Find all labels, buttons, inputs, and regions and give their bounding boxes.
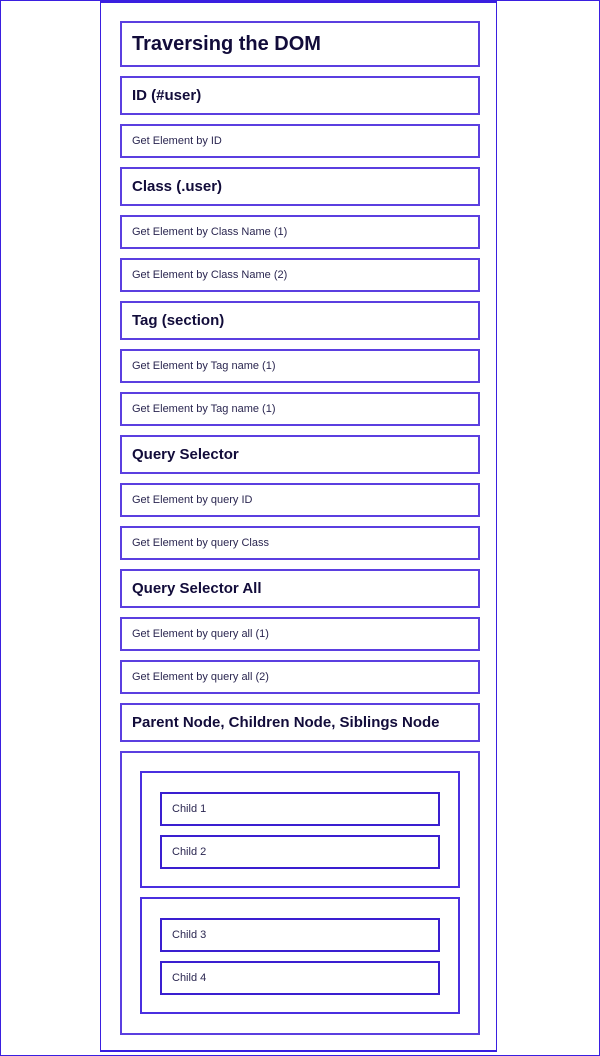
child-node-3[interactable]: Child 3 xyxy=(160,918,440,952)
get-element-by-class-item-1[interactable]: Get Element by Class Name (1) xyxy=(120,215,480,249)
get-element-by-query-all-item-2[interactable]: Get Element by query all (2) xyxy=(120,660,480,694)
section-heading-id: ID (#user) xyxy=(120,76,480,115)
get-element-by-query-all-item-1[interactable]: Get Element by query all (1) xyxy=(120,617,480,651)
get-element-by-query-id-item[interactable]: Get Element by query ID xyxy=(120,483,480,517)
get-element-by-tag-item-2[interactable]: Get Element by Tag name (1) xyxy=(120,392,480,426)
child-node-4[interactable]: Child 4 xyxy=(160,961,440,995)
get-element-by-class-item-2[interactable]: Get Element by Class Name (2) xyxy=(120,258,480,292)
section-heading-class: Class (.user) xyxy=(120,167,480,206)
section-heading-query-selector-all: Query Selector All xyxy=(120,569,480,608)
parent-node-2 xyxy=(140,897,460,1014)
parent-node-1 xyxy=(140,771,460,888)
child-node-2[interactable]: Child 2 xyxy=(160,835,440,869)
get-element-by-query-class-item[interactable]: Get Element by query Class xyxy=(120,526,480,560)
page-title: Traversing the DOM xyxy=(120,21,480,67)
section-heading-nodes: Parent Node, Children Node, Siblings Node xyxy=(120,703,480,742)
get-element-by-id-item[interactable]: Get Element by ID xyxy=(120,124,480,158)
get-element-by-tag-item-1[interactable]: Get Element by Tag name (1) xyxy=(120,349,480,383)
section-heading-query-selector: Query Selector xyxy=(120,435,480,474)
child-node-1[interactable]: Child 1 xyxy=(160,792,440,826)
section-heading-tag: Tag (section) xyxy=(120,301,480,340)
